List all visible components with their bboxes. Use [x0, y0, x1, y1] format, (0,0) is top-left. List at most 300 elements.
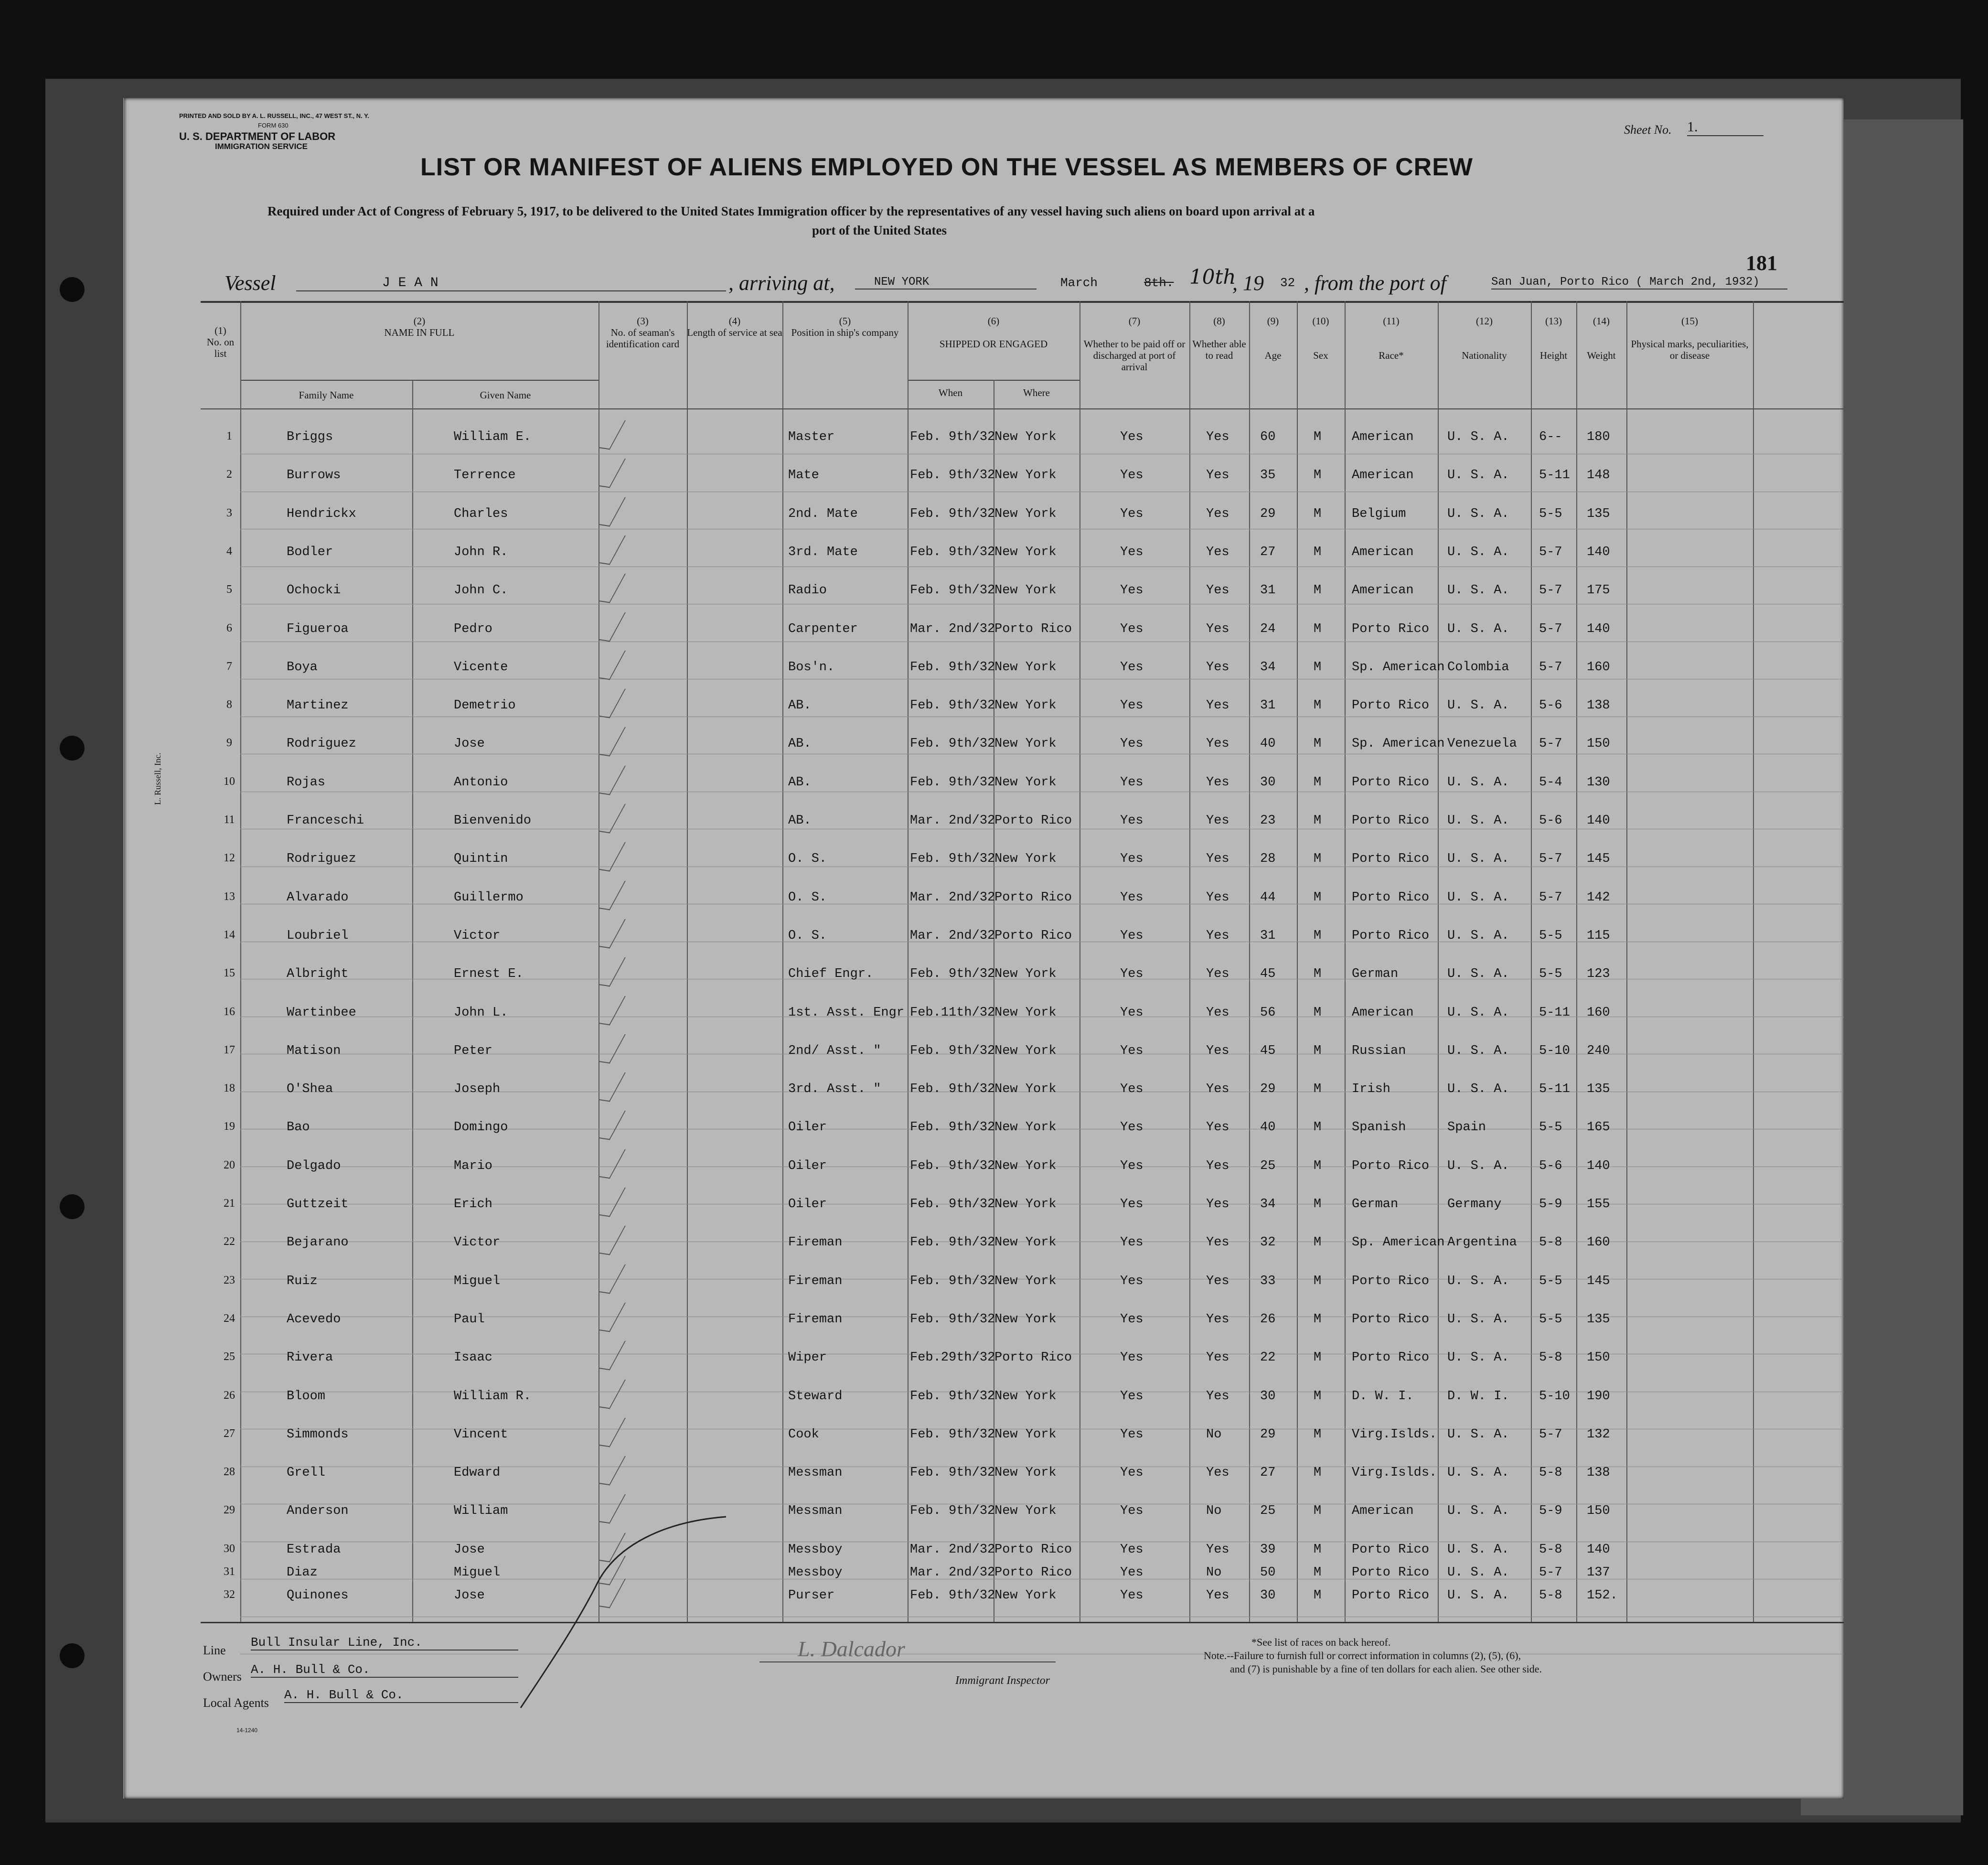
cell-sex: M — [1314, 1466, 1322, 1480]
cell-given: William R. — [454, 1389, 532, 1404]
cell-no: 23 — [224, 1274, 235, 1286]
cell-sex: M — [1314, 1158, 1322, 1173]
cell-when: Feb. 9th/32 — [910, 737, 995, 751]
cell-read: Yes — [1206, 1235, 1229, 1250]
cell-given: Mario — [454, 1158, 493, 1173]
cell-family: Loubriel — [287, 928, 349, 943]
check-mark — [599, 495, 626, 526]
cell-paid: Yes — [1120, 1427, 1144, 1442]
cell-nationality: U. S. A. — [1447, 1082, 1509, 1097]
cell-race: American — [1352, 545, 1414, 559]
cell-when: Feb. 9th/32 — [910, 1158, 995, 1173]
cell-position: 3rd. Asst. " — [788, 1082, 881, 1097]
cell-age: 39 — [1260, 1542, 1276, 1557]
cell-paid: Yes — [1120, 775, 1144, 790]
cell-age: 29 — [1260, 506, 1276, 521]
cell-read: Yes — [1206, 583, 1229, 598]
cell-read: Yes — [1206, 1542, 1229, 1557]
cell-read: No — [1206, 1504, 1222, 1519]
cell-where: Porto Rico — [994, 622, 1072, 636]
cell-where: Porto Rico — [994, 1542, 1072, 1557]
cell-family: Matison — [287, 1043, 341, 1058]
cell-sex: M — [1314, 622, 1322, 636]
cell-height: 5-9 — [1539, 1197, 1562, 1211]
cell-weight: 140 — [1587, 545, 1610, 559]
cell-position: Messman — [788, 1504, 843, 1519]
cell-when: Feb. 9th/32 — [910, 1043, 995, 1058]
cell-where: New York — [994, 1504, 1057, 1519]
cell-given: Victor — [454, 1235, 501, 1250]
check-mark — [599, 1263, 626, 1294]
cell-family: Martinez — [287, 698, 349, 713]
cell-weight: 135 — [1587, 1082, 1610, 1097]
column-divider — [1249, 301, 1250, 1622]
cell-where: New York — [994, 737, 1057, 751]
cell-race: Porto Rico — [1352, 1274, 1430, 1288]
cell-paid: Yes — [1120, 1504, 1144, 1519]
cell-nationality: U. S. A. — [1447, 506, 1509, 521]
cell-height: 5-6 — [1539, 814, 1562, 828]
check-mark — [599, 1455, 626, 1486]
cell-race: Sp. American — [1352, 660, 1445, 675]
cell-family: Ochocki — [287, 583, 341, 598]
cell-family: Guttzeit — [287, 1197, 349, 1211]
column-divider — [687, 301, 688, 1622]
cell-sex: M — [1314, 852, 1322, 867]
cell-race: Porto Rico — [1352, 1542, 1430, 1557]
cell-position: Oiler — [788, 1197, 827, 1211]
ink-stroke — [459, 1512, 745, 1713]
cell-given: Jose — [454, 1588, 485, 1603]
cell-age: 27 — [1260, 545, 1276, 559]
cell-weight: 165 — [1587, 1120, 1610, 1135]
cell-read: Yes — [1206, 660, 1229, 675]
check-mark — [599, 457, 626, 488]
line-name: Bull Insular Line, Inc. — [251, 1635, 518, 1651]
cell-race: American — [1352, 468, 1414, 483]
cell-height: 5-5 — [1539, 1274, 1562, 1288]
cell-nationality: U. S. A. — [1447, 890, 1509, 905]
cell-read: Yes — [1206, 928, 1229, 943]
cell-weight: 155 — [1587, 1197, 1610, 1211]
cell-no: 13 — [224, 890, 235, 903]
cell-when: Feb.29th/32 — [910, 1351, 995, 1365]
cell-sex: M — [1314, 430, 1322, 444]
cell-paid: Yes — [1120, 1389, 1144, 1404]
cell-weight: 160 — [1587, 660, 1610, 675]
cell-read: Yes — [1206, 1312, 1229, 1327]
cell-height: 5-5 — [1539, 1312, 1562, 1327]
cell-read: Yes — [1206, 967, 1229, 982]
cell-age: 22 — [1260, 1351, 1276, 1365]
cell-nationality: Colombia — [1447, 660, 1509, 675]
race-note: *See list of races on back hereof. — [1251, 1636, 1391, 1648]
check-mark — [599, 956, 626, 987]
column-divider — [1189, 301, 1190, 1622]
col-given-name-header: Given Name — [480, 389, 531, 401]
owners-name: A. H. Bull & Co. — [251, 1662, 518, 1678]
cell-position: AB. — [788, 698, 812, 713]
cell-given: Paul — [454, 1312, 485, 1327]
cell-no: 22 — [224, 1235, 235, 1248]
cell-where: New York — [994, 1427, 1057, 1442]
cell-paid: Yes — [1120, 1158, 1144, 1173]
cell-paid: Yes — [1120, 928, 1144, 943]
cell-position: Messboy — [788, 1565, 843, 1580]
check-mark — [599, 1186, 626, 1217]
cell-where: New York — [994, 1005, 1057, 1020]
vessel-name: J E A N — [296, 276, 726, 291]
cell-family: Rojas — [287, 775, 326, 790]
cell-family: Rodriguez — [287, 737, 356, 751]
cell-read: No — [1206, 1565, 1222, 1580]
cell-race: Porto Rico — [1352, 852, 1430, 867]
cell-given: Guillermo — [454, 890, 524, 905]
cell-read: Yes — [1206, 1005, 1229, 1020]
cell-nationality: U. S. A. — [1447, 1351, 1509, 1365]
cell-race: Irish — [1352, 1082, 1391, 1097]
cell-given: Miguel — [454, 1565, 501, 1580]
check-mark — [599, 918, 626, 949]
cell-height: 5-5 — [1539, 928, 1562, 943]
penalty-note-line-1: Note.--Failure to furnish full or correct information in columns (2), (5), (6), — [1204, 1650, 1521, 1661]
arrival-month: March — [1060, 276, 1098, 290]
cell-position: Fireman — [788, 1312, 843, 1327]
cell-read: Yes — [1206, 1043, 1229, 1058]
cell-race: Porto Rico — [1352, 775, 1430, 790]
cell-height: 5-7 — [1539, 852, 1562, 867]
cell-nationality: Venezuela — [1447, 737, 1517, 751]
cell-sex: M — [1314, 583, 1322, 598]
cell-when: Mar. 2nd/32 — [910, 622, 995, 636]
cell-given: Edward — [454, 1466, 501, 1480]
cell-paid: Yes — [1120, 1235, 1144, 1250]
cell-read: Yes — [1206, 698, 1229, 713]
cell-age: 45 — [1260, 1043, 1276, 1058]
cell-paid: Yes — [1120, 737, 1144, 751]
check-mark — [599, 726, 626, 757]
cell-when: Feb. 9th/32 — [910, 852, 995, 867]
column-divider — [1626, 301, 1627, 1622]
cell-no: 16 — [224, 1005, 235, 1018]
cell-when: Feb. 9th/32 — [910, 1588, 995, 1603]
cell-read: Yes — [1206, 468, 1229, 483]
cell-sex: M — [1314, 1389, 1322, 1404]
cell-nationality: U. S. A. — [1447, 1274, 1509, 1288]
cell-sex: M — [1314, 1005, 1322, 1020]
cell-where: New York — [994, 506, 1057, 521]
cell-paid: Yes — [1120, 1197, 1144, 1211]
binder-hole — [60, 736, 85, 761]
from-port-label: , from the port of — [1304, 271, 1446, 295]
cell-nationality: U. S. A. — [1447, 967, 1509, 982]
cell-position: Oiler — [788, 1158, 827, 1173]
check-mark — [599, 994, 626, 1025]
cell-paid: Yes — [1120, 698, 1144, 713]
cell-sex: M — [1314, 698, 1322, 713]
cell-no: 28 — [224, 1466, 235, 1479]
cell-height: 5-4 — [1539, 775, 1562, 790]
cell-read: Yes — [1206, 852, 1229, 867]
cell-race: American — [1352, 430, 1414, 444]
cell-read: Yes — [1206, 1588, 1229, 1603]
cell-nationality: U. S. A. — [1447, 852, 1509, 867]
cell-sex: M — [1314, 506, 1322, 521]
cell-nationality: U. S. A. — [1447, 928, 1509, 943]
cell-nationality: U. S. A. — [1447, 1542, 1509, 1557]
check-mark — [599, 1224, 626, 1255]
cell-when: Mar. 2nd/32 — [910, 1542, 995, 1557]
cell-race: American — [1352, 1005, 1414, 1020]
cell-when: Feb. 9th/32 — [910, 1312, 995, 1327]
check-mark — [599, 841, 626, 872]
cell-paid: Yes — [1120, 1005, 1144, 1020]
cell-height: 5-8 — [1539, 1466, 1562, 1480]
cell-height: 5-5 — [1539, 506, 1562, 521]
cell-height: 5-8 — [1539, 1542, 1562, 1557]
cell-where: New York — [994, 583, 1057, 598]
cell-sex: M — [1314, 967, 1322, 982]
cell-family: Delgado — [287, 1158, 341, 1173]
cell-where: New York — [994, 1158, 1057, 1173]
cell-age: 31 — [1260, 928, 1276, 943]
cell-height: 5-7 — [1539, 1565, 1562, 1580]
col-sex-header: Sex — [1313, 350, 1328, 361]
cell-weight: 132 — [1587, 1427, 1610, 1442]
cell-where: Porto Rico — [994, 1351, 1072, 1365]
cell-position: Bos'n. — [788, 660, 835, 675]
cell-age: 45 — [1260, 967, 1276, 982]
footer-form-code: 14-1240 — [236, 1727, 258, 1734]
binder-hole — [60, 1194, 85, 1219]
cell-given: Erich — [454, 1197, 493, 1211]
col-service-length-header: Length of service at sea — [687, 327, 782, 338]
col-position-header: Position in ship's company — [791, 327, 899, 338]
cell-height: 5-11 — [1539, 468, 1570, 483]
cell-paid: Yes — [1120, 1082, 1144, 1097]
cell-no: 21 — [224, 1197, 235, 1210]
col-shipped-header: SHIPPED OR ENGAGED — [939, 338, 1048, 350]
cell-weight: 135 — [1587, 506, 1610, 521]
cell-no: 2 — [226, 468, 232, 481]
check-mark — [599, 534, 626, 565]
cell-no: 5 — [226, 583, 232, 596]
cell-height: 5-9 — [1539, 1504, 1562, 1519]
cell-paid: Yes — [1120, 622, 1144, 636]
cell-no: 7 — [226, 660, 232, 673]
check-mark — [599, 1071, 626, 1102]
cell-race: Sp. American — [1352, 737, 1445, 751]
cell-no: 25 — [224, 1351, 235, 1363]
cell-nationality: U. S. A. — [1447, 775, 1509, 790]
cell-height: 5-7 — [1539, 545, 1562, 559]
cell-read: Yes — [1206, 814, 1229, 828]
cell-read: Yes — [1206, 1466, 1229, 1480]
col-nationality-header: Nationality — [1462, 350, 1507, 361]
cell-race: American — [1352, 1504, 1414, 1519]
cell-race: Sp. American — [1352, 1235, 1445, 1250]
cell-given: John R. — [454, 545, 508, 559]
cell-age: 25 — [1260, 1158, 1276, 1173]
arriving-label: , arriving at, — [728, 271, 835, 295]
cell-age: 35 — [1260, 468, 1276, 483]
cell-weight: 135 — [1587, 1312, 1610, 1327]
cell-weight: 138 — [1587, 1466, 1610, 1480]
cell-nationality: U. S. A. — [1447, 583, 1509, 598]
cell-when: Feb. 9th/32 — [910, 1427, 995, 1442]
cell-weight: 123 — [1587, 967, 1610, 982]
cell-where: New York — [994, 660, 1057, 675]
cell-race: Porto Rico — [1352, 1312, 1430, 1327]
cell-family: Alvarado — [287, 890, 349, 905]
cell-where: Porto Rico — [994, 890, 1072, 905]
cell-weight: 160 — [1587, 1005, 1610, 1020]
cell-given: Vincent — [454, 1427, 508, 1442]
cell-when: Mar. 2nd/32 — [910, 890, 995, 905]
cell-family: Bao — [287, 1120, 310, 1135]
col-age-header: Age — [1264, 350, 1282, 361]
cell-read: Yes — [1206, 622, 1229, 636]
cell-when: Feb. 9th/32 — [910, 1389, 995, 1404]
cell-sex: M — [1314, 1120, 1322, 1135]
cell-position: Mate — [788, 468, 819, 483]
cell-age: 25 — [1260, 1504, 1276, 1519]
cell-given: William E. — [454, 430, 532, 444]
cell-height: 6-- — [1539, 430, 1562, 444]
cell-nationality: U. S. A. — [1447, 1043, 1509, 1058]
col-read-header: Whether able to read — [1192, 338, 1246, 361]
cell-when: Feb. 9th/32 — [910, 1504, 995, 1519]
cell-no: 9 — [226, 737, 232, 750]
cell-where: New York — [994, 1197, 1057, 1211]
cell-where: Porto Rico — [994, 928, 1072, 943]
cell-given: Pedro — [454, 622, 493, 636]
cell-weight: 140 — [1587, 1158, 1610, 1173]
cell-age: 27 — [1260, 1466, 1276, 1480]
cell-read: Yes — [1206, 1082, 1229, 1097]
check-mark — [599, 687, 626, 718]
cell-when: Mar. 2nd/32 — [910, 814, 995, 828]
cell-paid: Yes — [1120, 1312, 1144, 1327]
cell-weight: 152. — [1587, 1588, 1618, 1603]
cell-no: 31 — [224, 1565, 235, 1578]
cell-weight: 150 — [1587, 737, 1610, 751]
cell-no: 20 — [224, 1158, 235, 1171]
cell-where: Porto Rico — [994, 1565, 1072, 1580]
cell-age: 40 — [1260, 737, 1276, 751]
check-mark — [599, 1147, 626, 1179]
cell-family: Acevedo — [287, 1312, 341, 1327]
cell-given: John L. — [454, 1005, 508, 1020]
col-where-header: Where — [1023, 387, 1050, 398]
cell-weight: 130 — [1587, 775, 1610, 790]
cell-weight: 150 — [1587, 1504, 1610, 1519]
check-mark — [599, 419, 626, 450]
cell-position: AB. — [788, 737, 812, 751]
cell-nationality: U. S. A. — [1447, 1588, 1509, 1603]
cell-family: Boya — [287, 660, 318, 675]
cell-height: 5-5 — [1539, 967, 1562, 982]
binder-hole — [60, 277, 85, 302]
binder-hole — [60, 1643, 85, 1668]
line-label: Line — [203, 1643, 226, 1657]
cell-sex: M — [1314, 775, 1322, 790]
cell-when: Feb. 9th/32 — [910, 545, 995, 559]
margin-imprint: L. Russell, Inc. — [153, 752, 162, 805]
cell-nationality: U. S. A. — [1447, 1565, 1509, 1580]
cell-family: Figueroa — [287, 622, 349, 636]
cell-height: 5-8 — [1539, 1588, 1562, 1603]
subtitle-line-1: Required under Act of Congress of February 5, 1917, to be delivered to the United States Immigration officer by the representatives of any vessel having such aliens on board upon arrival at a — [267, 204, 1315, 218]
cell-weight: 140 — [1587, 1542, 1610, 1557]
cell-position: Carpenter — [788, 622, 858, 636]
cell-position: Steward — [788, 1389, 843, 1404]
arrival-port: NEW YORK — [855, 276, 1037, 289]
cell-read: Yes — [1206, 737, 1229, 751]
cell-when: Feb. 9th/32 — [910, 775, 995, 790]
cell-age: 30 — [1260, 1389, 1276, 1404]
cell-when: Mar. 2nd/32 — [910, 928, 995, 943]
cell-position: Fireman — [788, 1235, 843, 1250]
cell-where: New York — [994, 1466, 1057, 1480]
cell-sex: M — [1314, 1043, 1322, 1058]
cell-position: Purser — [788, 1588, 835, 1603]
cell-where: New York — [994, 1312, 1057, 1327]
check-mark — [599, 1032, 626, 1063]
cell-position: Cook — [788, 1427, 819, 1442]
cell-no: 30 — [224, 1542, 235, 1555]
cell-paid: Yes — [1120, 506, 1144, 521]
cell-family: Estrada — [287, 1542, 341, 1557]
cell-paid: Yes — [1120, 468, 1144, 483]
column-divider — [1576, 301, 1577, 1622]
check-mark — [599, 764, 626, 795]
cell-age: 23 — [1260, 814, 1276, 828]
cell-read: Yes — [1206, 775, 1229, 790]
cell-position: Messboy — [788, 1542, 843, 1557]
cell-age: 56 — [1260, 1005, 1276, 1020]
cell-given: Jose — [454, 1542, 485, 1557]
cell-no: 15 — [224, 967, 235, 980]
cell-position: Wiper — [788, 1351, 827, 1365]
cell-given: Peter — [454, 1043, 493, 1058]
cell-paid: Yes — [1120, 1542, 1144, 1557]
cell-where: Porto Rico — [994, 814, 1072, 828]
cell-race: Virg.Islds. — [1352, 1466, 1437, 1480]
cell-when: Feb. 9th/32 — [910, 1197, 995, 1211]
cell-race: American — [1352, 583, 1414, 598]
cell-weight: 240 — [1587, 1043, 1610, 1058]
col-height-header: Height — [1539, 350, 1568, 361]
check-mark — [599, 1416, 626, 1447]
cell-no: 29 — [224, 1504, 235, 1517]
cell-family: Bloom — [287, 1389, 326, 1404]
cell-read: Yes — [1206, 545, 1229, 559]
cell-age: 26 — [1260, 1312, 1276, 1327]
cell-sex: M — [1314, 737, 1322, 751]
cell-position: 2nd. Mate — [788, 506, 858, 521]
column-divider — [1753, 301, 1754, 1622]
cell-age: 30 — [1260, 775, 1276, 790]
col-weight-header: Weight — [1587, 350, 1616, 361]
cell-position: Master — [788, 430, 835, 444]
cell-race: Porto Rico — [1352, 1351, 1430, 1365]
cell-height: 5-5 — [1539, 1120, 1562, 1135]
cell-position: 2nd/ Asst. " — [788, 1043, 881, 1058]
check-mark — [599, 879, 626, 910]
cell-when: Feb.11th/32 — [910, 1005, 995, 1020]
cell-when: Feb. 9th/32 — [910, 698, 995, 713]
